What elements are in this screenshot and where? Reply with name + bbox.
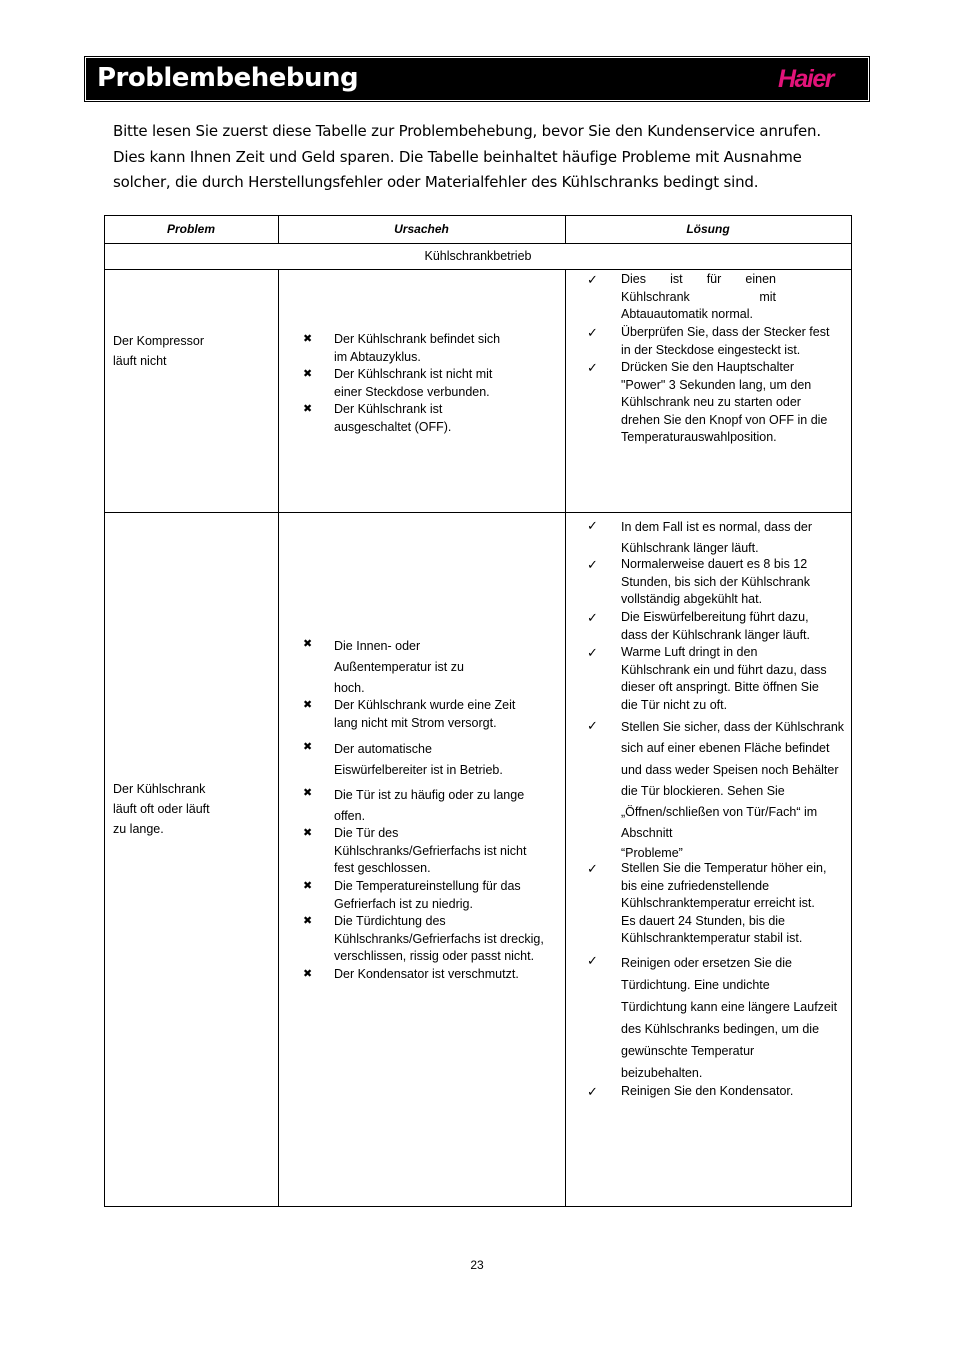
check-mark-icon: ✓ [587,325,598,340]
solution-line: dass der Kühlschrank länger läuft. [621,627,810,642]
cause-line: Der automatische [334,742,432,756]
cause-item [334,401,451,436]
page-number: 23 [470,1258,484,1272]
solution-item [621,952,837,1084]
solution-line: gewünschte Temperatur [621,1044,755,1058]
cause-line: Die Temperatureinstellung für das [334,879,521,893]
table-border-left [104,215,105,1207]
solution-line: Stunden, bis sich der Kühlschrank [621,574,810,589]
solution-line: Dies ist für einen [621,272,776,286]
solution-line: vollständig abgekühlt hat. [621,592,763,606]
cause-line: fest geschlossen. [334,861,431,875]
haier-logo: Haier [777,65,833,93]
solution-line: Temperaturauswahlposition. [621,430,777,444]
table-border-top [104,215,852,216]
cross-mark-icon: ✖ [303,368,313,380]
solution-item [621,517,812,559]
intro-paragraph [113,119,833,196]
check-mark-icon: ✓ [587,861,598,876]
column-divider [278,269,279,1207]
row-divider [104,243,852,244]
solution-line: Türdichtung. Eine undichte [621,978,770,992]
cause-line: Kühlschranks/Gefrierfachs ist nicht [334,843,527,858]
solution-line: „Öffnen/schließen von Tür/Fach“ im [621,805,818,820]
solution-line: sich auf einer ebenen Fläche befindet [621,741,830,756]
cause-item [334,739,503,781]
solution-line: die Tür blockieren. Sehen Sie [621,783,785,798]
check-mark-icon: ✓ [587,645,598,660]
problem-cell [113,331,204,371]
solution-line: die Tür nicht zu oft. [621,697,728,712]
solution-line: “Probleme” [621,845,683,860]
problem-line: Der Kühlschrank [113,782,206,796]
cause-item [334,636,464,699]
table-border-right [851,215,852,1207]
cause-line: lang nicht mit Strom versorgt. [334,715,497,730]
cause-line: offen. [334,809,366,823]
check-mark-icon: ✓ [587,557,598,572]
problem-line: läuft nicht [113,354,167,368]
check-mark-icon: ✓ [587,953,598,968]
solution-item [621,644,827,714]
section-label: Kühlschrankbetrieb [424,249,532,263]
cross-mark-icon: ✖ [303,968,313,980]
check-mark-icon: ✓ [587,518,598,533]
solution-item [621,556,810,609]
cause-line: Die Türdichtung des [334,914,446,928]
cross-mark-icon: ✖ [303,787,313,799]
cause-line: Die Tür des [334,826,399,840]
cause-item [334,878,521,913]
cause-line: Der Kühlschrank befindet sich [334,332,501,346]
solution-line: Kühlschrank mit [621,289,776,304]
column-header-cause: Ursacheh [394,222,449,236]
cause-item [334,913,544,966]
solution-line: drehen Sie den Knopf von OFF in die [621,412,828,427]
page-header [86,58,868,100]
cross-mark-icon: ✖ [303,403,313,415]
solution-line: Normalerweise dauert es 8 bis 12 [621,557,808,571]
solution-line: Kühlschranktemperatur stabil ist. [621,931,803,945]
cause-line: Außentemperatur ist zu [334,660,464,674]
cause-line: ausgeschaltet (OFF). [334,419,452,434]
solution-line: Kühlschrank länger läuft. [621,541,759,555]
cause-item [334,331,500,366]
check-mark-icon: ✓ [587,718,598,733]
row-divider [104,512,852,513]
solution-item [621,860,826,948]
check-mark-icon: ✓ [587,360,598,375]
cross-mark-icon: ✖ [303,699,313,711]
cause-line: hoch. [334,681,365,695]
cross-mark-icon: ✖ [303,915,313,927]
page-title: Problembehebung [97,63,359,93]
solution-line: Reinigen oder ersetzen Sie die [621,956,792,970]
check-mark-icon: ✓ [587,610,598,625]
cause-line: Kühlschranks/Gefrierfachs ist dreckig, [334,931,544,946]
cause-item [334,366,492,401]
cause-item [334,825,526,878]
solution-item [621,1083,793,1101]
cause-item [334,785,524,827]
problem-line: zu lange. [113,822,164,836]
cause-line: verschlissen, rissig oder passt nicht. [334,949,535,963]
solution-line: Abtauautomatik normal. [621,307,754,321]
solution-item [621,271,776,324]
solution-line: dieser oft anspringt. Bitte öffnen Sie [621,680,819,694]
cause-line: einer Steckdose verbunden. [334,384,490,399]
solution-line: des Kühlschranks bedingen, um die [621,1022,820,1036]
cross-mark-icon: ✖ [303,638,313,650]
cause-line: Eiswürfelbereiter ist in Betrieb. [334,763,503,777]
cause-line: Der Kühlschrank ist nicht mit [334,367,493,381]
column-divider [565,269,566,1207]
intro-line: Bitte lesen Sie zuerst diese Tabelle zur Problembehebung, bevor Sie den Kundenservice anrufen. [113,122,821,140]
solution-line: Kühlschrank ein und führt dazu, dass [621,662,827,677]
solution-line: In dem Fall ist es normal, dass der [621,520,813,534]
problem-line: Der Kompressor [113,334,204,348]
cause-line: Die Tür ist zu häufig oder zu lange [334,788,525,802]
solution-line: und dass weder Speisen noch Behälter [621,762,839,777]
solution-line: Warme Luft dringt in den [621,645,758,659]
solution-item [621,609,810,644]
solution-line: "Power" 3 Sekunden lang, um den [621,377,812,392]
cause-line: Der Kühlschrank wurde eine Zeit [334,698,516,712]
solution-item [621,324,829,359]
cause-line: Der Kühlschrank ist [334,402,443,416]
check-mark-icon: ✓ [587,1084,598,1099]
solution-line: Reinigen Sie den Kondensator. [621,1084,794,1098]
solution-line: bis eine zufriedenstellende [621,878,770,893]
cause-item [334,966,519,984]
solution-line: beizubehalten. [621,1066,703,1080]
solution-line: Kühlschrank neu zu starten oder [621,395,801,409]
problem-cell [113,779,210,839]
check-mark-icon: ✓ [587,272,598,287]
solution-line: Die Eiswürfelbereitung führt dazu, [621,610,809,624]
cause-line: im Abtauzyklus. [334,349,421,364]
solution-line: Abschnitt [621,826,673,841]
cause-line: Der Kondensator ist verschmutzt. [334,967,519,981]
column-header-problem: Problem [166,222,215,236]
cause-item [334,697,515,732]
cross-mark-icon: ✖ [303,741,313,753]
solution-line: Überprüfen Sie, dass der Stecker fest [621,325,830,339]
solution-line: Kühlschranktemperatur erreicht ist. [621,896,815,910]
cause-line: Gefrierfach ist zu niedrig. [334,896,473,911]
solution-line: Drücken Sie den Hauptschalter [621,360,795,374]
cross-mark-icon: ✖ [303,880,313,892]
solution-line: Es dauert 24 Stunden, bis die [621,913,786,928]
problem-line: läuft oft oder läuft [113,802,210,816]
solution-line: Türdichtung kann eine längere Laufzeit [621,1000,838,1014]
cause-line: Die Innen- oder [334,639,421,653]
solution-item [621,717,844,862]
solution-line: Stellen Sie sicher, dass der Kühlschrank [621,720,845,734]
cross-mark-icon: ✖ [303,333,313,345]
solution-item [621,359,827,447]
solution-line: Stellen Sie die Temperatur höher ein, [621,861,827,875]
column-header-solution: Lösung [686,222,730,236]
intro-line: solcher, die durch Herstellungsfehler oder Materialfehler des Kühlschranks bedingt sind. [113,173,759,191]
table-border-bottom [104,1206,852,1207]
cross-mark-icon: ✖ [303,827,313,839]
intro-line: Dies kann Ihnen Zeit und Geld sparen. Die Tabelle beinhaltet häufige Probleme mit Ausnahme [113,147,802,166]
solution-line: in der Steckdose eingesteckt ist. [621,342,801,357]
row-divider [104,269,852,270]
